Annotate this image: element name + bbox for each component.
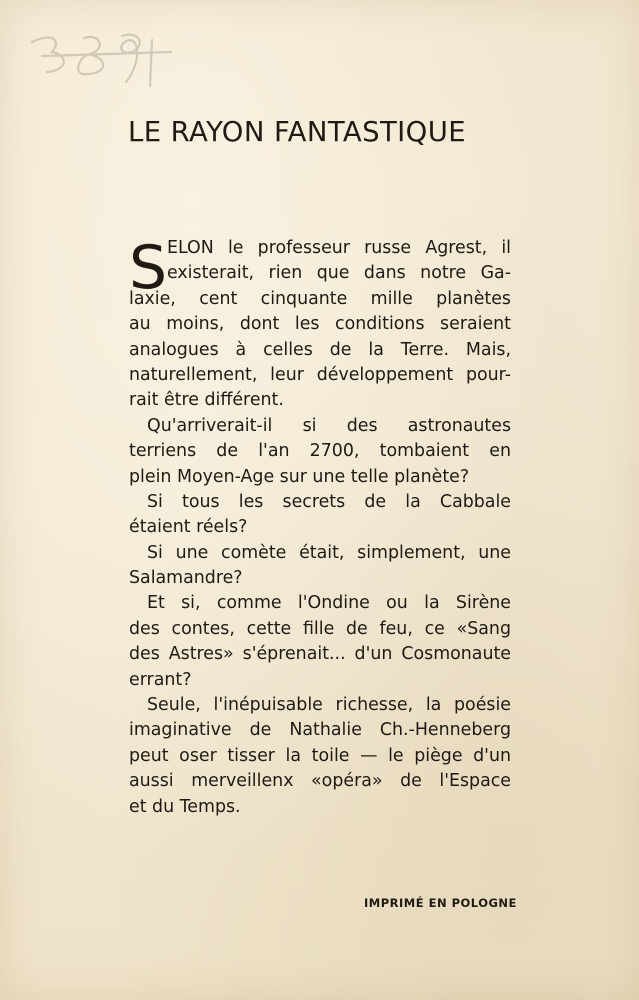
text-line: imaginative de Nathalie Ch.-Henneberg [129, 720, 511, 741]
text-line: laxie, cent cinquante mille planètes [129, 288, 511, 309]
drop-cap-letter: S [129, 233, 168, 303]
text-line: Si une comète était, simplement, une [147, 542, 511, 563]
printed-in-notice: IMPRIMÉ EN POLOGNE [364, 896, 517, 910]
text-line: Salamandre? [129, 568, 243, 589]
text-line: aussi merveillenx «opéra» de l'Espace [129, 771, 511, 792]
text-line: étaient réels? [129, 517, 248, 538]
blurb-text [129, 233, 511, 820]
text-line: Si tous les secrets de la Cabbale [147, 491, 511, 512]
text-line: Seule, l'inépuisable richesse, la poésie [147, 695, 511, 716]
text-line: ELON le professeur russe Agrest, il [167, 238, 511, 258]
text-line: errant? [129, 669, 192, 690]
text-line: analogues à celles de la Terre. Mais, [129, 339, 511, 360]
text-line: plein Moyen-Age sur une telle planète? [129, 466, 470, 487]
text-line: peut oser tisser la toile — le piège d'un [129, 745, 511, 766]
text-line: terriens de l'an 2700, tombaient en [129, 441, 511, 462]
text-line: au moins, dont les conditions seraient [129, 314, 511, 335]
handwritten-pencil-number [22, 12, 172, 92]
text-line: des Astres» s'éprenait... d'un Cosmonaute [129, 644, 511, 665]
text-line: et du Temps. [129, 796, 241, 817]
text-line: Et si, comme l'Ondine ou la Sirène [147, 593, 511, 614]
text-line: rait être différent. [129, 390, 284, 411]
text-line: existerait, rien que dans notre Ga- [167, 263, 511, 284]
text-line: Qu'arriverait-il si des astronautes [147, 415, 511, 436]
text-line: des contes, cette fille de feu, ce «Sang [129, 618, 511, 639]
text-line: naturellement, leur développement pour- [129, 364, 511, 385]
series-title: LE RAYON FANTASTIQUE [128, 116, 467, 148]
